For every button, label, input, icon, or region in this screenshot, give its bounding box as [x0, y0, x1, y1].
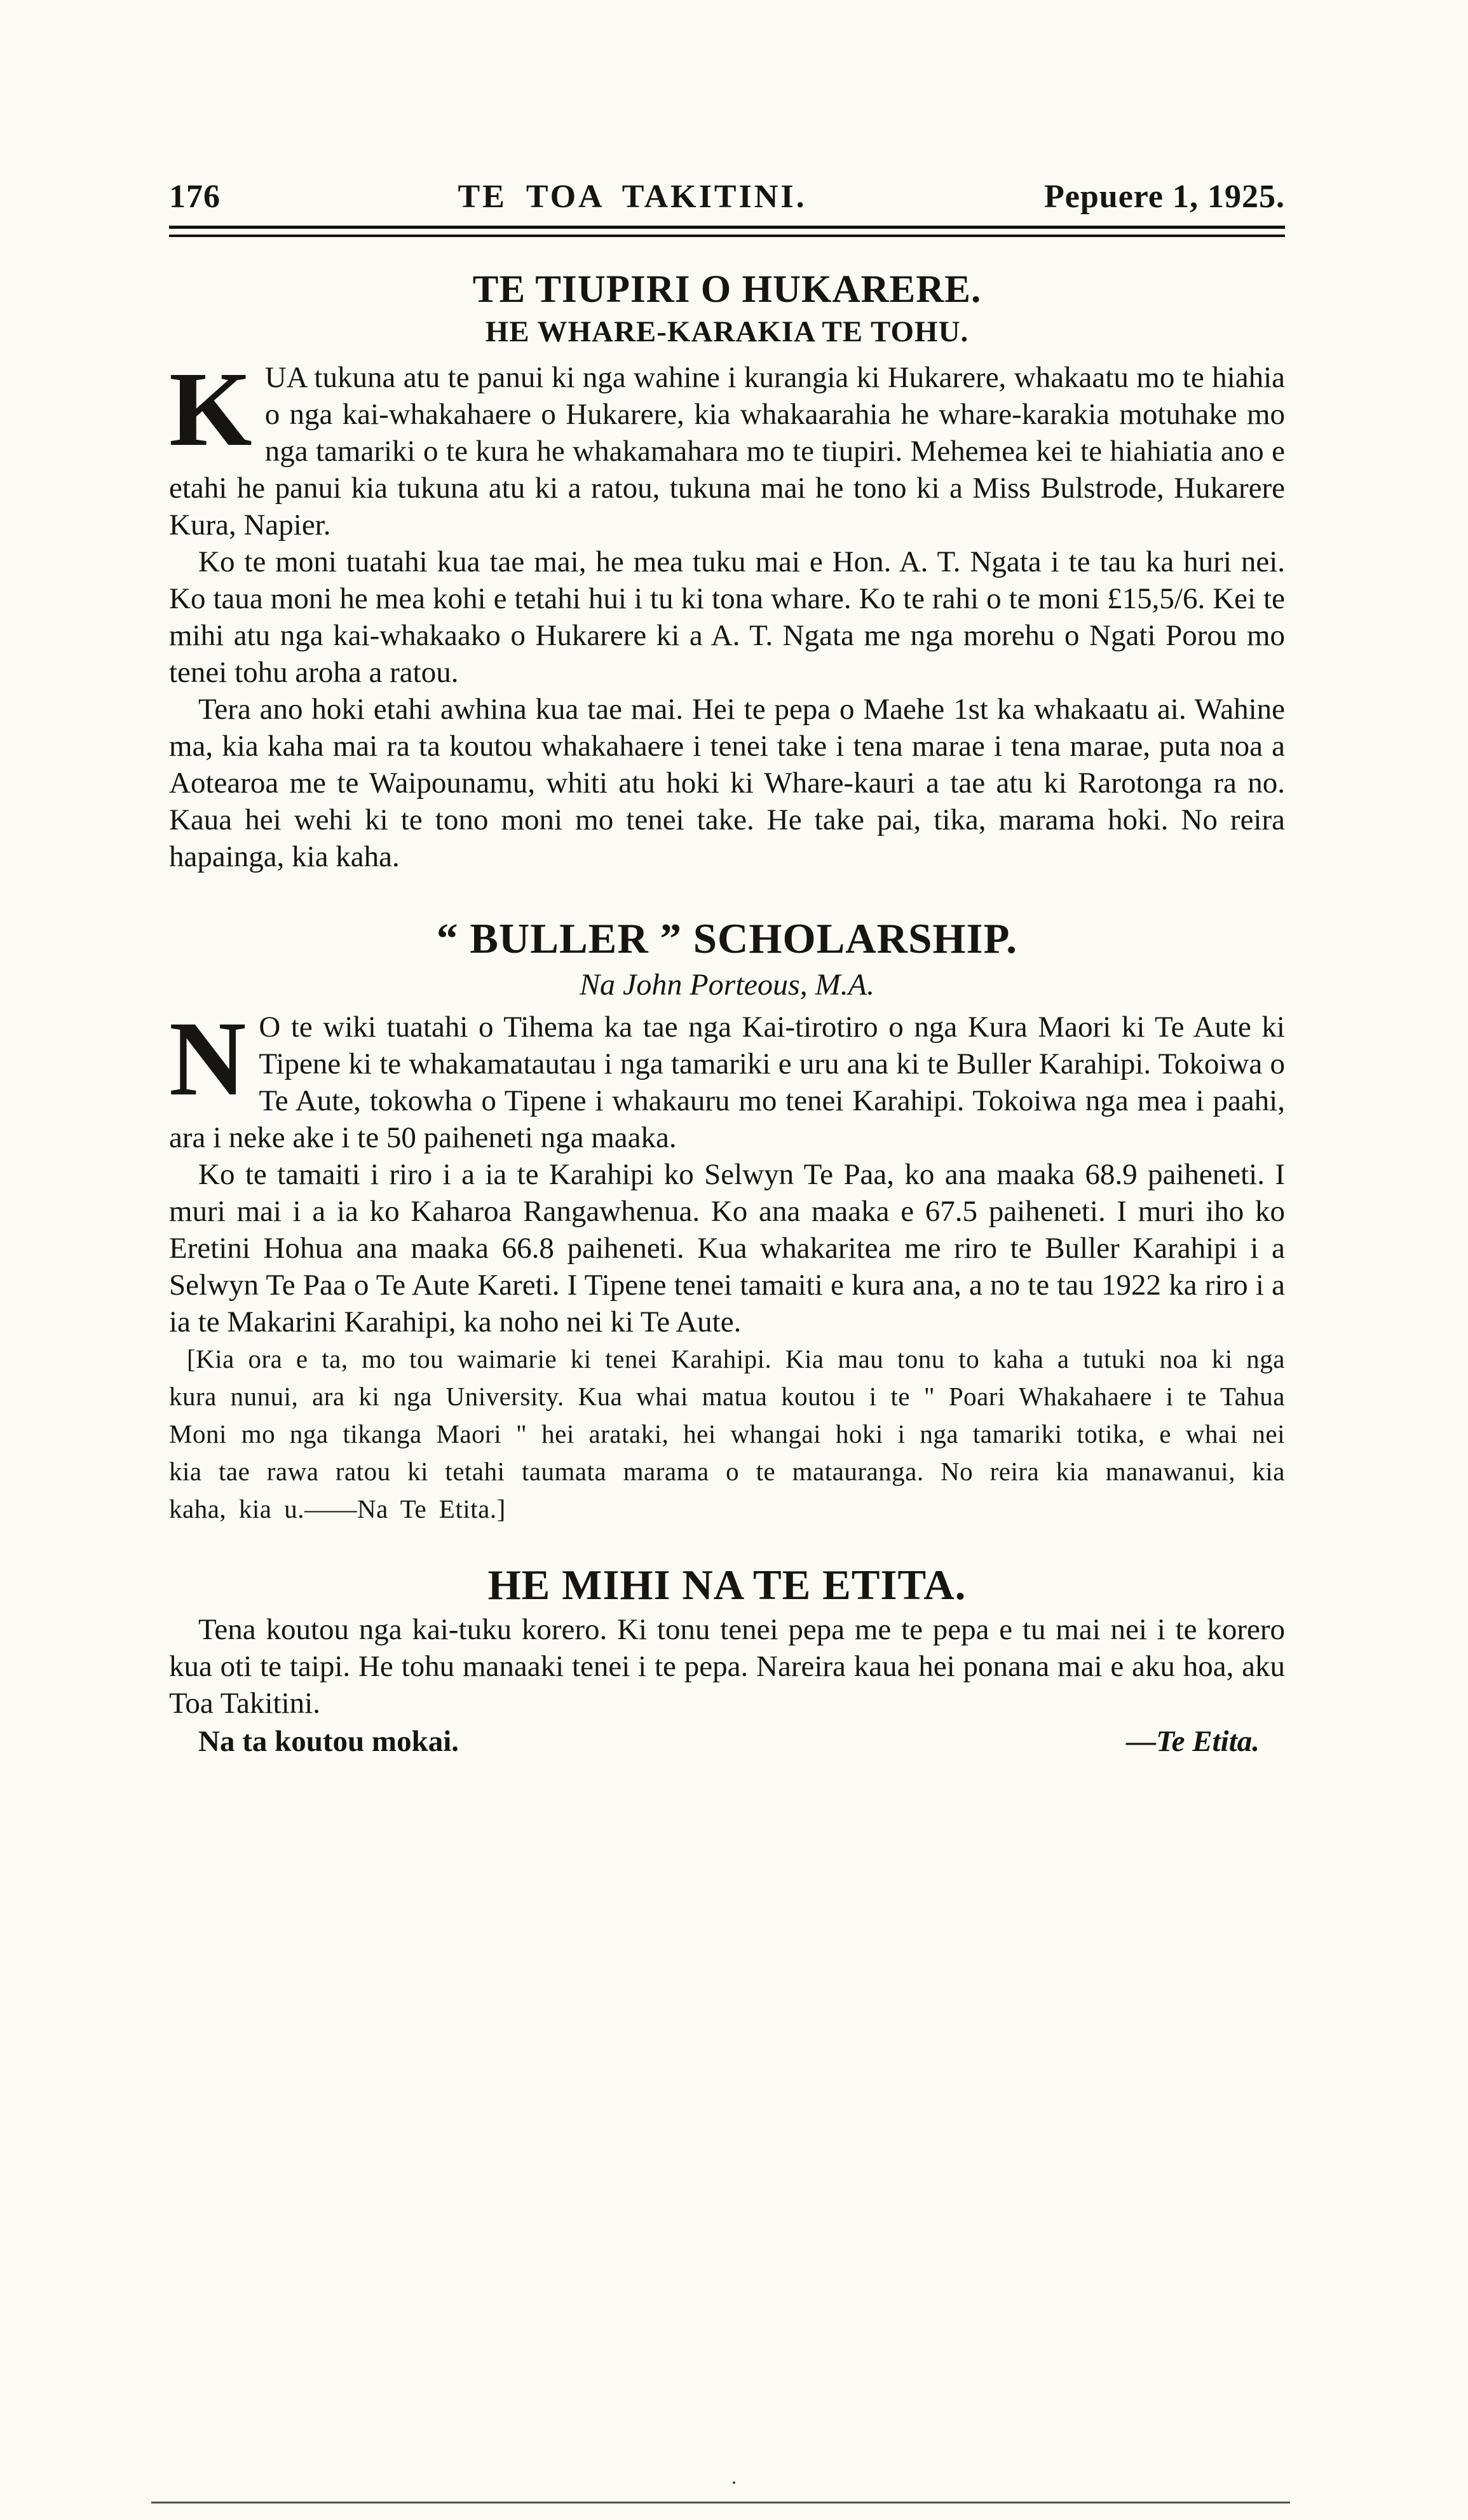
- paragraph: Tera ano hoki etahi awhina kua tae mai. Hei te pepa o Maehe 1st ka whakaatu ai. Wahine ma, kia kaha mai ra ta koutou whakahaere i tenei take i tena marae i tena marae, puta noa a Aotearoa me te Waipounamu, whiti atu hoki ki Whare-kauri a tae atu ki Rarotonga ra no. Kaua hei wehi ki te tono moni mo tenei take. He take pai, tika, marama hoki. No reira hapainga, kia kaha.: [169, 693, 1285, 873]
- drop-cap-k: K: [169, 350, 252, 468]
- footer-rule: [151, 2502, 1290, 2503]
- article-title: “ BULLER ” SCHOLARSHIP.: [436, 915, 1018, 962]
- paragraph-text: O te wiki tuatahi o Tihema ka tae nga Kai-tirotiro o nga Kura Maori ki Te Aute ki Tipene ki te whakamatautau i nga tamariki e uru ana ki te Buller Karahipi. Tokoiwa o Te Aute, tokowha o Tipene i whakauru mo tenei Karahipi. Tokoiwa nga mea i paahi, ara i neke ake i te 50 paiheneti nga maaka.: [169, 1011, 1285, 1154]
- editor-note-paragraph: [Kia ora e ta, mo tou waimarie ki tenei Karahipi. Kia mau tonu to kaha a tutuki noa ki nga kura nunui, ara ki nga University. Kua whai matua koutou i te " Poari Whakahaere i te Tahua Moni mo nga tikanga Maori " hei arataki, hei whangai hoki i nga tamariki totika, e whai nei kia tae rawa ratou ki tetahi taumata marama o te matauranga. No reira kia manawanui, kia kaha, kia u.——Na Te Etita.]: [169, 1344, 1285, 1523]
- paragraph: Tena koutou nga kai-tuku korero. Ki tonu tenei pepa me te pepa e tu mai nei i te korero kua oti te taipi. He tohu manaaki tenei i te pepa. Nareira kaua hei ponana mai e aku hoa, aku Toa Takitini.: [169, 1613, 1285, 1720]
- footer-mark: .: [731, 2465, 737, 2489]
- paragraph: [169, 350, 1285, 543]
- masthead-title: TE TOA TAKITINI.: [458, 179, 807, 215]
- article-he-mihi-na-te-etita: [169, 1561, 1285, 1760]
- signature-text: —Te Etita.: [1126, 1725, 1260, 1758]
- paragraph: [169, 1000, 1285, 1156]
- paragraph: Ko te tamaiti i riro i a ia te Karahipi ko Selwyn Te Paa, ko ana maaka 68.9 paiheneti. I muri mai i a ia ko Kaharoa Rangawhenua. Ko ana maaka e 67.5 paiheneti. I muri iho ko Eretini Hohua ana maaka 66.8 paiheneti. Kua whakaritea me riro te Buller Karahipi i a Selwyn Te Paa o Te Aute Kareti. I Tipene tenei tamaiti e kura ana, a no te tau 1922 ka riro i a ia te Makarini Karahipi, ka noho nei ki Te Aute.: [169, 1158, 1285, 1338]
- article-buller-scholarship: [169, 915, 1285, 1528]
- signoff-text: Na ta koutou mokai.: [198, 1725, 459, 1758]
- drop-cap-n: N: [169, 1000, 247, 1118]
- running-header: [169, 178, 1285, 215]
- header-double-rule: [169, 226, 1285, 237]
- article-subtitle: HE WHARE-KARAKIA TE TOHU.: [485, 315, 969, 348]
- paragraph-text: UA tukuna atu te panui ki nga wahine i kurangia ki Hukarere, whakaatu mo te hiahia o nga kai-whakahaere o Hukarere, kia whakaarahia he whare-karakia motuhake mo nga tamariki o te kura he whakamahara mo te tiupiri. Mehemea kei te hiahiatia ano e etahi he panui kia tukuna atu ki a ratou, tukuna mai he tono ki a Miss Bulstrode, Hukarere Kura, Napier.: [169, 361, 1285, 541]
- article-te-tiupiri-o-hukarere: [169, 268, 1285, 875]
- paragraph: Ko te moni tuatahi kua tae mai, he mea tuku mai e Hon. A. T. Ngata i te tau ka huri nei. Ko taua moni he mea kohi e tetahi hui i tu ki tona whare. Ko te rahi o te moni £15,5/6. Kei te mihi atu nga kai-whakaako o Hukarere ki a A. T. Ngata me nga morehu o Ngati Porou mo tenei tohu aroha a ratou.: [169, 545, 1285, 689]
- signoff-row: [169, 1723, 1285, 1760]
- page-number: 176: [169, 179, 221, 215]
- article-title: HE MIHI NA TE ETITA.: [487, 1562, 967, 1609]
- article-byline: Na John Porteous, M.A.: [580, 968, 874, 1002]
- issue-date: Pepuere 1, 1925.: [1044, 179, 1285, 215]
- article-title: TE TIUPIRI O HUKARERE.: [472, 268, 982, 311]
